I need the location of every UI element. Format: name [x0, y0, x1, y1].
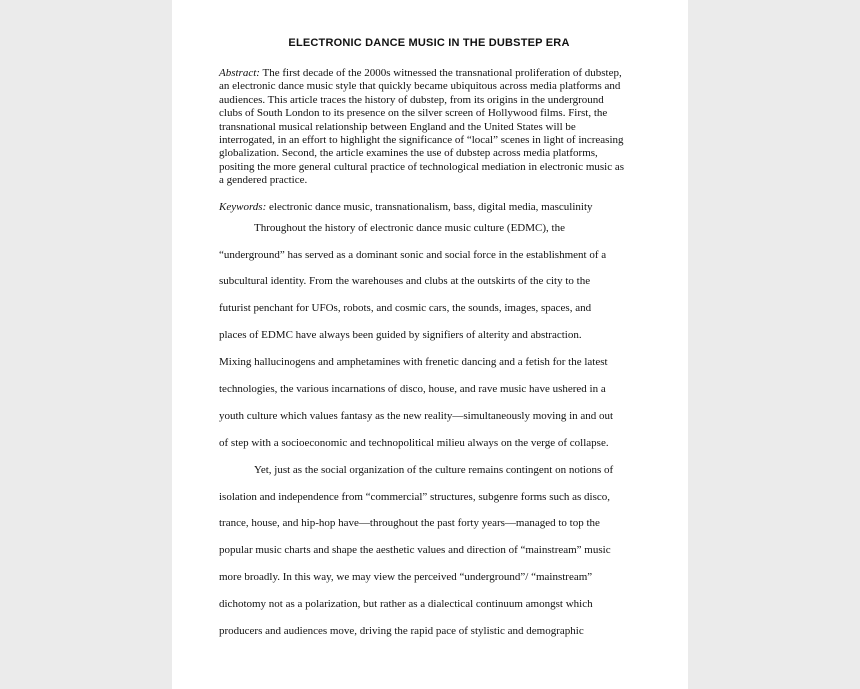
body-text: [219, 221, 688, 651]
abstract-paragraph: [219, 67, 629, 188]
body-line: futurist penchant for UFOs, robots, and cosmic cars, the sounds, images, spaces, and: [219, 302, 592, 315]
body-line: “underground” has served as a dominant sonic and social force in the establishment of a: [219, 248, 607, 261]
body-line: popular music charts and shape the aesthetic values and direction of “mainstream” music: [219, 544, 611, 557]
body-line: places of EDMC have always been guided by signifiers of alterity and abstraction.: [219, 329, 582, 342]
body-line: isolation and independence from “commercial” structures, subgenre forms such as disco,: [219, 490, 610, 503]
keywords-text: electronic dance music, transnationalism, bass, digital media, masculinity: [269, 200, 593, 213]
body-line: subcultural identity. From the warehouses and clubs at the outskirts of the city to the: [219, 275, 591, 288]
body-line: technologies, the various incarnations of disco, house, and rave music have ushered in a: [219, 383, 606, 395]
body-line: youth culture which values fantasy as the new reality—simultaneously moving in and out: [219, 409, 614, 422]
abstract-label: Abstract:: [219, 67, 260, 79]
body-line: of step with a socioeconomic and technopolitical milieu always on the verge of collapse.: [219, 436, 609, 449]
document-page: [172, 0, 688, 689]
body-line: dichotomy not as a polarization, but rather as a dialectical continuum amongst which: [219, 598, 593, 611]
keywords-label: Keywords:: [219, 200, 267, 213]
keywords-line: [219, 200, 639, 214]
body-line: Mixing hallucinogens and amphetamines with frenetic dancing and a fetish for the latest: [219, 356, 608, 369]
body-line: Throughout the history of electronic dance music culture (EDMC), the: [254, 221, 565, 234]
body-line: Yet, just as the social organization of the culture remains contingent on notions of: [254, 463, 614, 476]
body-line: more broadly. In this way, we may view the perceived “underground”/ “mainstream”: [219, 571, 593, 584]
abstract-text: The first decade of the 2000s witnessed the transnational proliferation of dubstep, an electronic dance music style that quickly became ubiquitous across media platforms and audiences. This article traces the history of dubstep, from its origins in the underground clubs of South London to its presence on the silver screen of Hollywood films. First, the transnational musical relationship between England and the United States will be interrogated, in an effort to highlight the significance of “local” scenes in light of increasing globalization. Second, the article examines the use of dubstep across media platforms, positing the more general cultural practice of technological mediation in electronic music as a gendered practice.: [219, 67, 625, 187]
paper-title: ELECTRONIC DANCE MUSIC IN THE DUBSTEP ERA: [288, 37, 570, 49]
body-line: trance, house, and hip-hop have—throughout the past forty years—managed to top the: [219, 517, 600, 530]
body-line: producers and audiences move, driving the rapid pace of stylistic and demographic: [219, 625, 584, 638]
